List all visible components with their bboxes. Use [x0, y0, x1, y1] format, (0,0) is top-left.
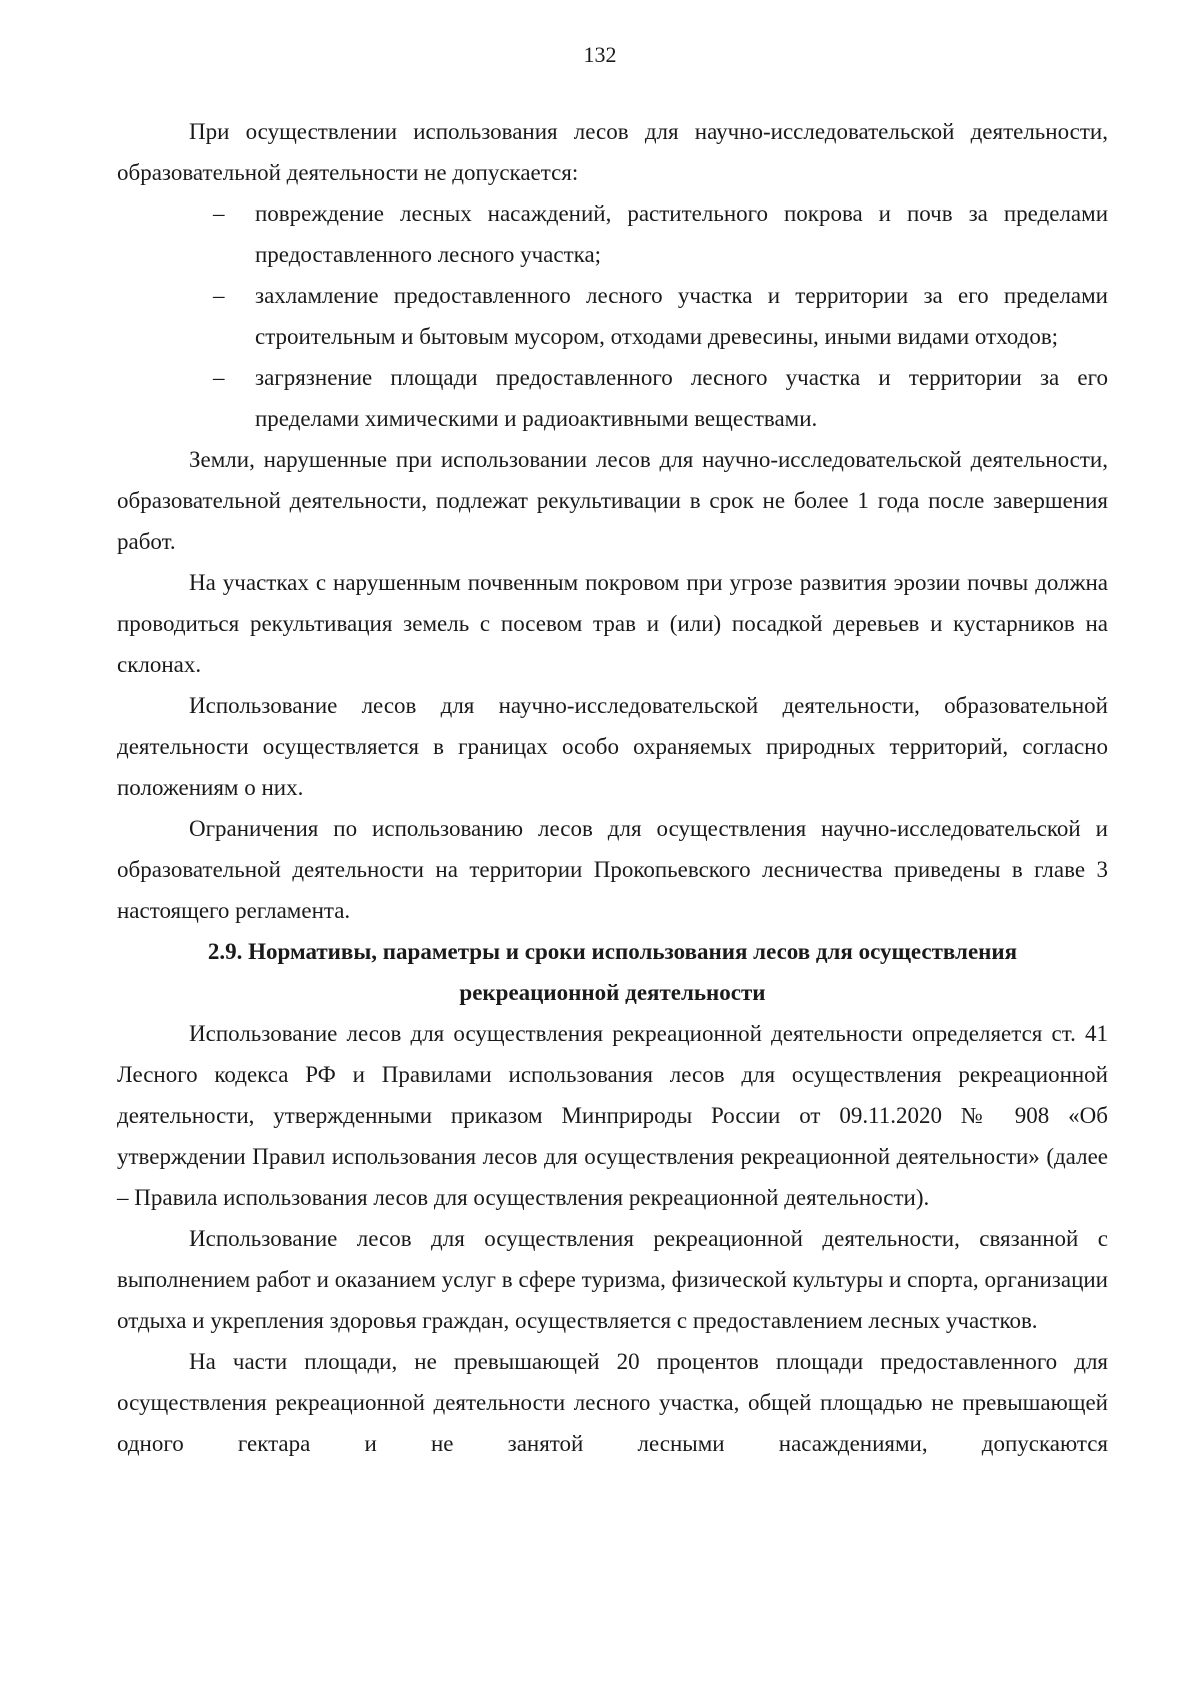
paragraph: Земли, нарушенные при использовании лесов для научно-исследовательской деятельности, образовательной деятельности, подлежат рекультивации в срок не более 1 года после завершения работ.	[117, 447, 1108, 554]
section-heading-line: 2.9. Нормативы, параметры и сроки использования лесов для осуществления	[207, 939, 1018, 964]
list-item	[213, 193, 1108, 275]
prohibitions-list	[117, 193, 1108, 439]
paragraph: На участках с нарушенным почвенным покровом при угрозе развития эрозии почвы должна проводиться рекультивация земель с посевом трав и (или) посадкой деревьев и кустарников на склонах.	[117, 570, 1108, 677]
list-dash: –	[213, 365, 225, 390]
paragraph: Использование лесов для осуществления рекреационной деятельности определяется ст. 41 Лесного кодекса РФ и Правилами использования лесов для осуществления рекреационной деятельности, утвержденными приказом Минприроды России от 09.11.2020 № 908 «Об утверждении Правил использования лесов для осуществления рекреационной деятельности» (далее – Правила использования лесов для осуществления рекреационной деятельности).	[117, 1021, 1108, 1210]
page-number: 132	[583, 42, 617, 67]
list-dash: –	[213, 201, 225, 226]
paragraph: Ограничения по использованию лесов для осуществления научно-исследовательской и образовательной деятельности на территории Прокопьевского лесничества приведены в главе 3 настоящего регламента.	[117, 816, 1108, 923]
paragraph: Использование лесов для научно-исследовательской деятельности, образовательной деятельности осуществляется в границах особо охраняемых природных территорий, согласно положениям о них.	[117, 693, 1108, 800]
list-item-text: загрязнение площади предоставленного лесного участка и территории за его пределами химическими и радиоактивными веществами.	[255, 365, 1108, 431]
list-item	[213, 357, 1108, 439]
paragraph: На части площади, не превышающей 20 процентов площади предоставленного для осуществления рекреационной деятельности лесного участка, общей площадью не превышающей одного гектара и не занятой лесными насаждениями, допускаются	[117, 1349, 1108, 1456]
paragraph: Использование лесов для осуществления рекреационной деятельности, связанной с выполнением работ и оказанием услуг в сфере туризма, физической культуры и спорта, организации отдыха и укрепления здоровья граждан, осуществляется с предоставлением лесных участков.	[117, 1226, 1108, 1333]
section-heading-line: рекреационной деятельности	[459, 980, 766, 1005]
document-body	[117, 111, 1108, 1464]
list-item	[213, 275, 1108, 357]
list-item-text: повреждение лесных насаждений, растительного покрова и почв за пределами предоставленного лесного участка;	[255, 201, 1108, 267]
list-item-text: захламление предоставленного лесного участка и территории за его пределами строительным и бытовым мусором, отходами древесины, иными видами отходов;	[255, 283, 1108, 349]
paragraph: При осуществлении использования лесов для научно-исследовательской деятельности, образовательной деятельности не допускается:	[117, 119, 1108, 185]
list-dash: –	[213, 283, 225, 308]
section-heading	[117, 931, 1108, 1013]
